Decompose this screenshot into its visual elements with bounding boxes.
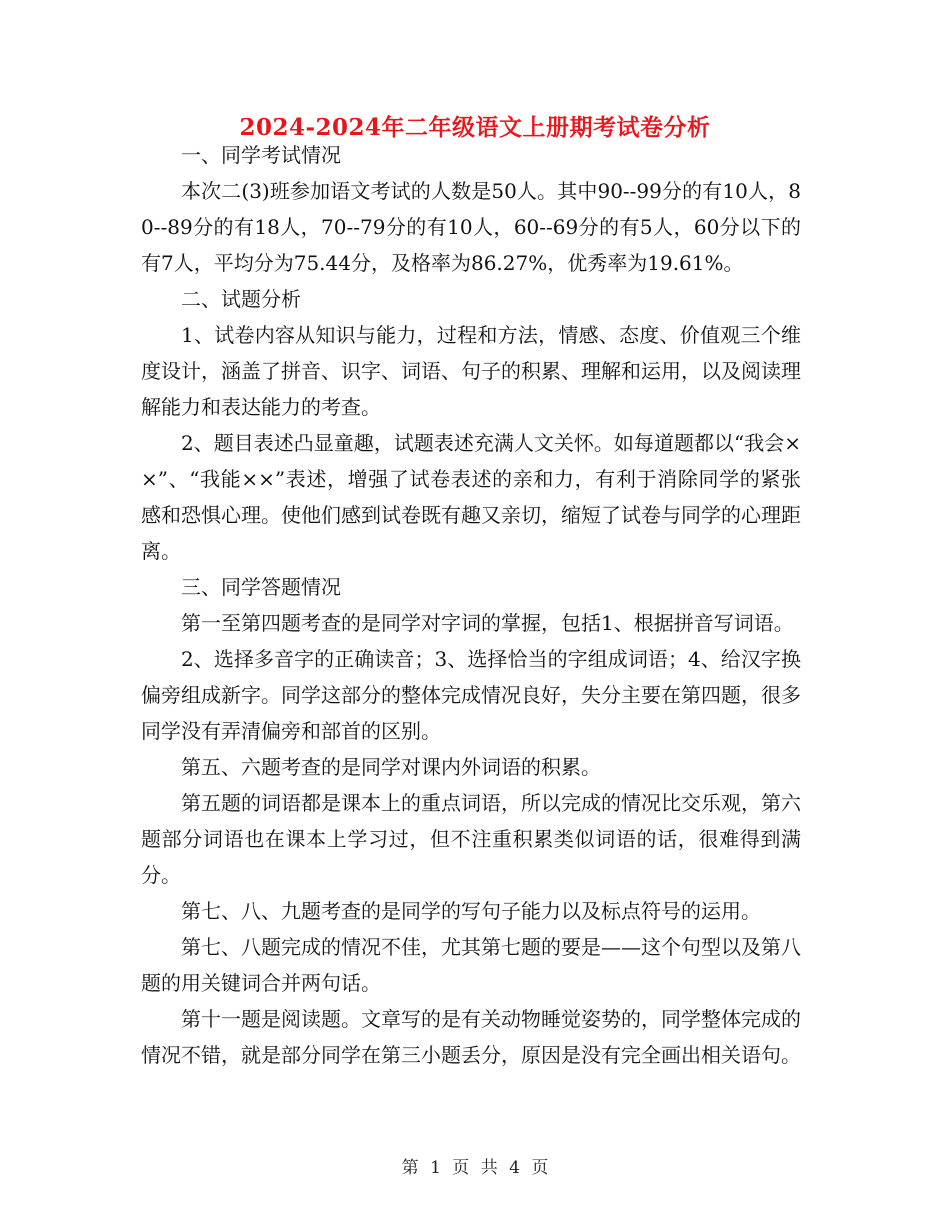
paragraph-answers-3: 第五、六题考查的是同学对课内外词语的积累。 <box>181 755 601 779</box>
paragraph-answers-6: 第七、八题完成的情况不佳，尤其第七题的要是——这个句型以及第八题的用关键词合并两句话。 <box>141 935 801 995</box>
paragraph-analysis-1: 1、试卷内容从知识与能力，过程和方法，情感、态度、价值观三个维度设计，涵盖了拼音、识字、词语、句子的积累、理解和运用，以及阅读理解能力和表达能力的考查。 <box>141 323 801 419</box>
paragraph-answers-7: 第十一题是阅读题。文章写的是有关动物睡觉姿势的，同学整体完成的情况不错，就是部分同学在第三小题丢分，原因是没有完全画出相关语句。 <box>141 1007 801 1067</box>
paragraph-analysis-2: 2、题目表述凸显童趣，试题表述充满人文关怀。如每道题都以“我会××”、“我能××”表述，增强了试卷表述的亲和力，有利于消除同学的紧张感和恐惧心理。使他们感到试卷既有趣又亲切，缩短了试卷与同学的心理距离。 <box>141 431 801 563</box>
section-heading-3: 三、同学答题情况 <box>181 575 341 599</box>
document-title: 2024-2024年二年级语文上册期考试卷分析 <box>239 114 711 141</box>
paragraph-answers-1: 第一至第四题考查的是同学对字词的掌握，包括1、根据拼音写词语。 <box>181 611 794 635</box>
document-body <box>141 137 801 1073</box>
paragraph-answers-5: 第七、八、九题考查的是同学的写句子能力以及标点符号的运用。 <box>181 899 761 923</box>
page-footer: 第 1 页 共 4 页 <box>401 1158 549 1178</box>
section-heading-1: 一、同学考试情况 <box>181 143 341 167</box>
section-heading-2: 二、试题分析 <box>181 287 301 311</box>
paragraph-answers-2: 2、选择多音字的正确读音；3、选择恰当的字组成词语；4、给汉字换偏旁组成新字。同学这部分的整体完成情况良好，失分主要在第四题，很多同学没有弄清偏旁和部首的区别。 <box>141 647 801 743</box>
paragraph-answers-4: 第五题的词语都是课本上的重点词语，所以完成的情况比交乐观，第六题部分词语也在课本上学习过，但不注重积累类似词语的话，很难得到满分。 <box>141 791 801 887</box>
paragraph-exam-stats: 本次二(3)班参加语文考试的人数是50人。其中90--99分的有10人，80--89分的有18人，70--79分的有10人，60--69分的有5人，60分以下的有7人，平均分为75.44分，及格率为86.27%，优秀率为19.61%。 <box>141 179 801 275</box>
